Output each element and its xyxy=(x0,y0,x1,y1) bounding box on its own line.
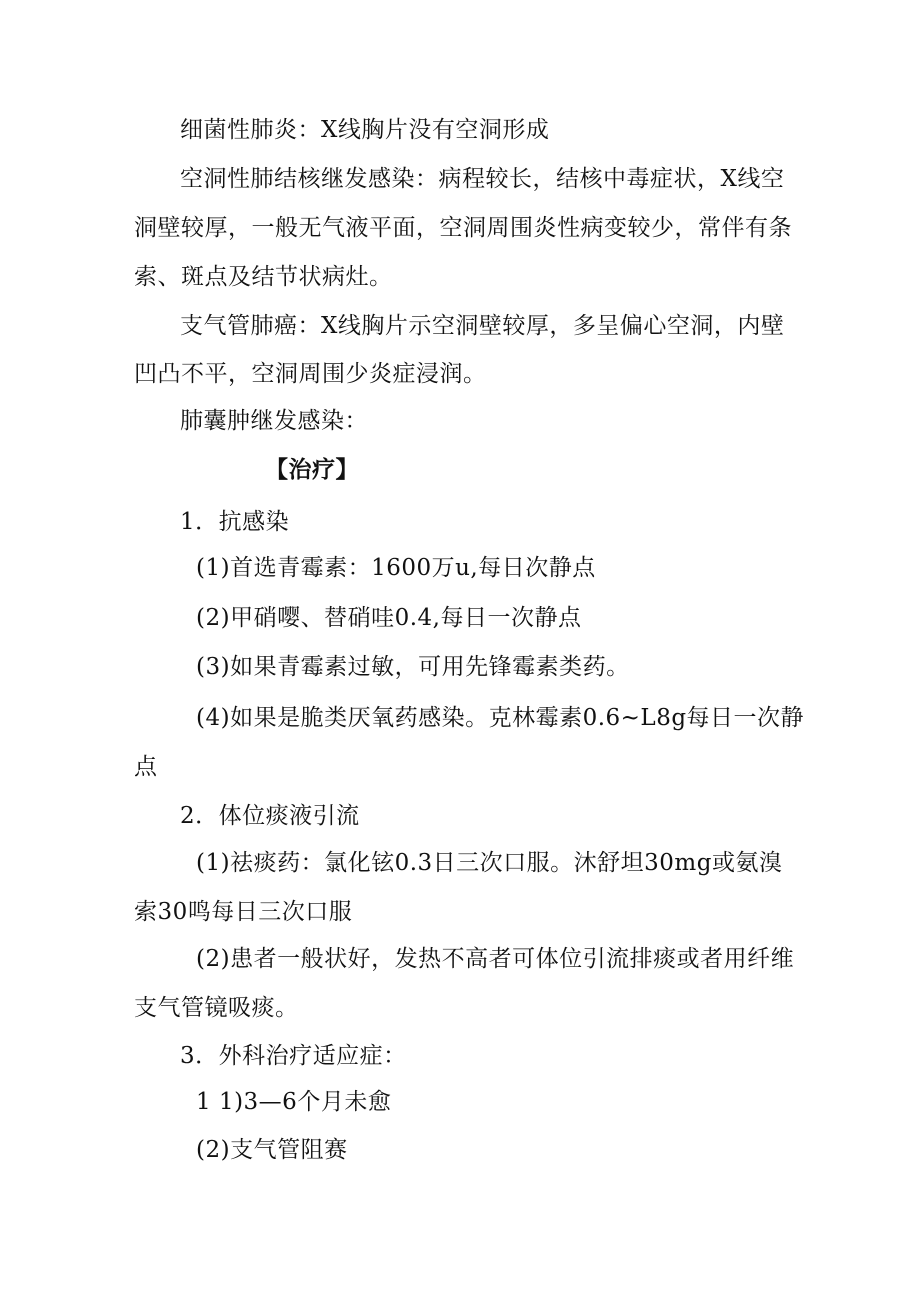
diagnosis-lung-cancer-line1: 支气管肺癌：X线胸片示空洞壁较厚，多呈偏心空洞，内壁 xyxy=(180,313,785,339)
section-2-item-1-line1: (1)祛痰药：氯化铉0.3日三次口服。沐舒坦30mg或氨溴 xyxy=(196,850,783,876)
diagnosis-lung-cancer-line2: 凹凸不平，空洞周围少炎症浸润。 xyxy=(134,361,487,387)
section-2-title: 2．体位痰液引流 xyxy=(180,803,360,829)
section-2-item-2-line1: (2)患者一般状好，发热不高者可体位引流排痰或者用纤维 xyxy=(196,946,795,972)
section-2-item-2-line2: 支气管镜吸痰。 xyxy=(134,995,299,1021)
section-1-item-3: (3)如果青霉素过敏，可用先锋霉素类药。 xyxy=(196,654,630,680)
section-3-item-2: (2)支气管阻赛 xyxy=(196,1137,348,1163)
section-3-title: 3．外科治疗适应症： xyxy=(180,1043,407,1069)
section-1-item-4-line2: 点 xyxy=(134,754,158,780)
section-1-item-1: (1)首选青霉素：1600万u,每日次静点 xyxy=(196,555,596,581)
section-3-item-1: 1 1)3—6个月未愈 xyxy=(196,1089,392,1115)
diagnosis-cavitary-tb-line2: 洞壁较厚，一般无气液平面，空洞周围炎性病变较少，常伴有条 xyxy=(134,215,792,241)
diagnosis-lung-cyst: 肺囊肿继发感染： xyxy=(180,408,368,434)
section-1-title: 1．抗感染 xyxy=(180,509,290,535)
section-2-item-1-line2: 索30鸣每日三次口服 xyxy=(134,899,353,925)
section-1-item-2: (2)甲硝嘤、替硝哇0.4,每日一次静点 xyxy=(196,605,582,631)
diagnosis-cavitary-tb-line1: 空洞性肺结核继发感染：病程较长，结核中毒症状，X线空 xyxy=(180,166,785,192)
diagnosis-cavitary-tb-line3: 索、斑点及结节状病灶。 xyxy=(134,264,393,290)
diagnosis-bacterial-pneumonia: 细菌性肺炎：X线胸片没有空洞形成 xyxy=(180,117,550,143)
section-1-item-4-line1: (4)如果是脆类厌氧药感染。克林霉素0.6~L8g每日一次静 xyxy=(196,705,805,731)
treatment-heading: 【治疗】 xyxy=(265,457,359,483)
